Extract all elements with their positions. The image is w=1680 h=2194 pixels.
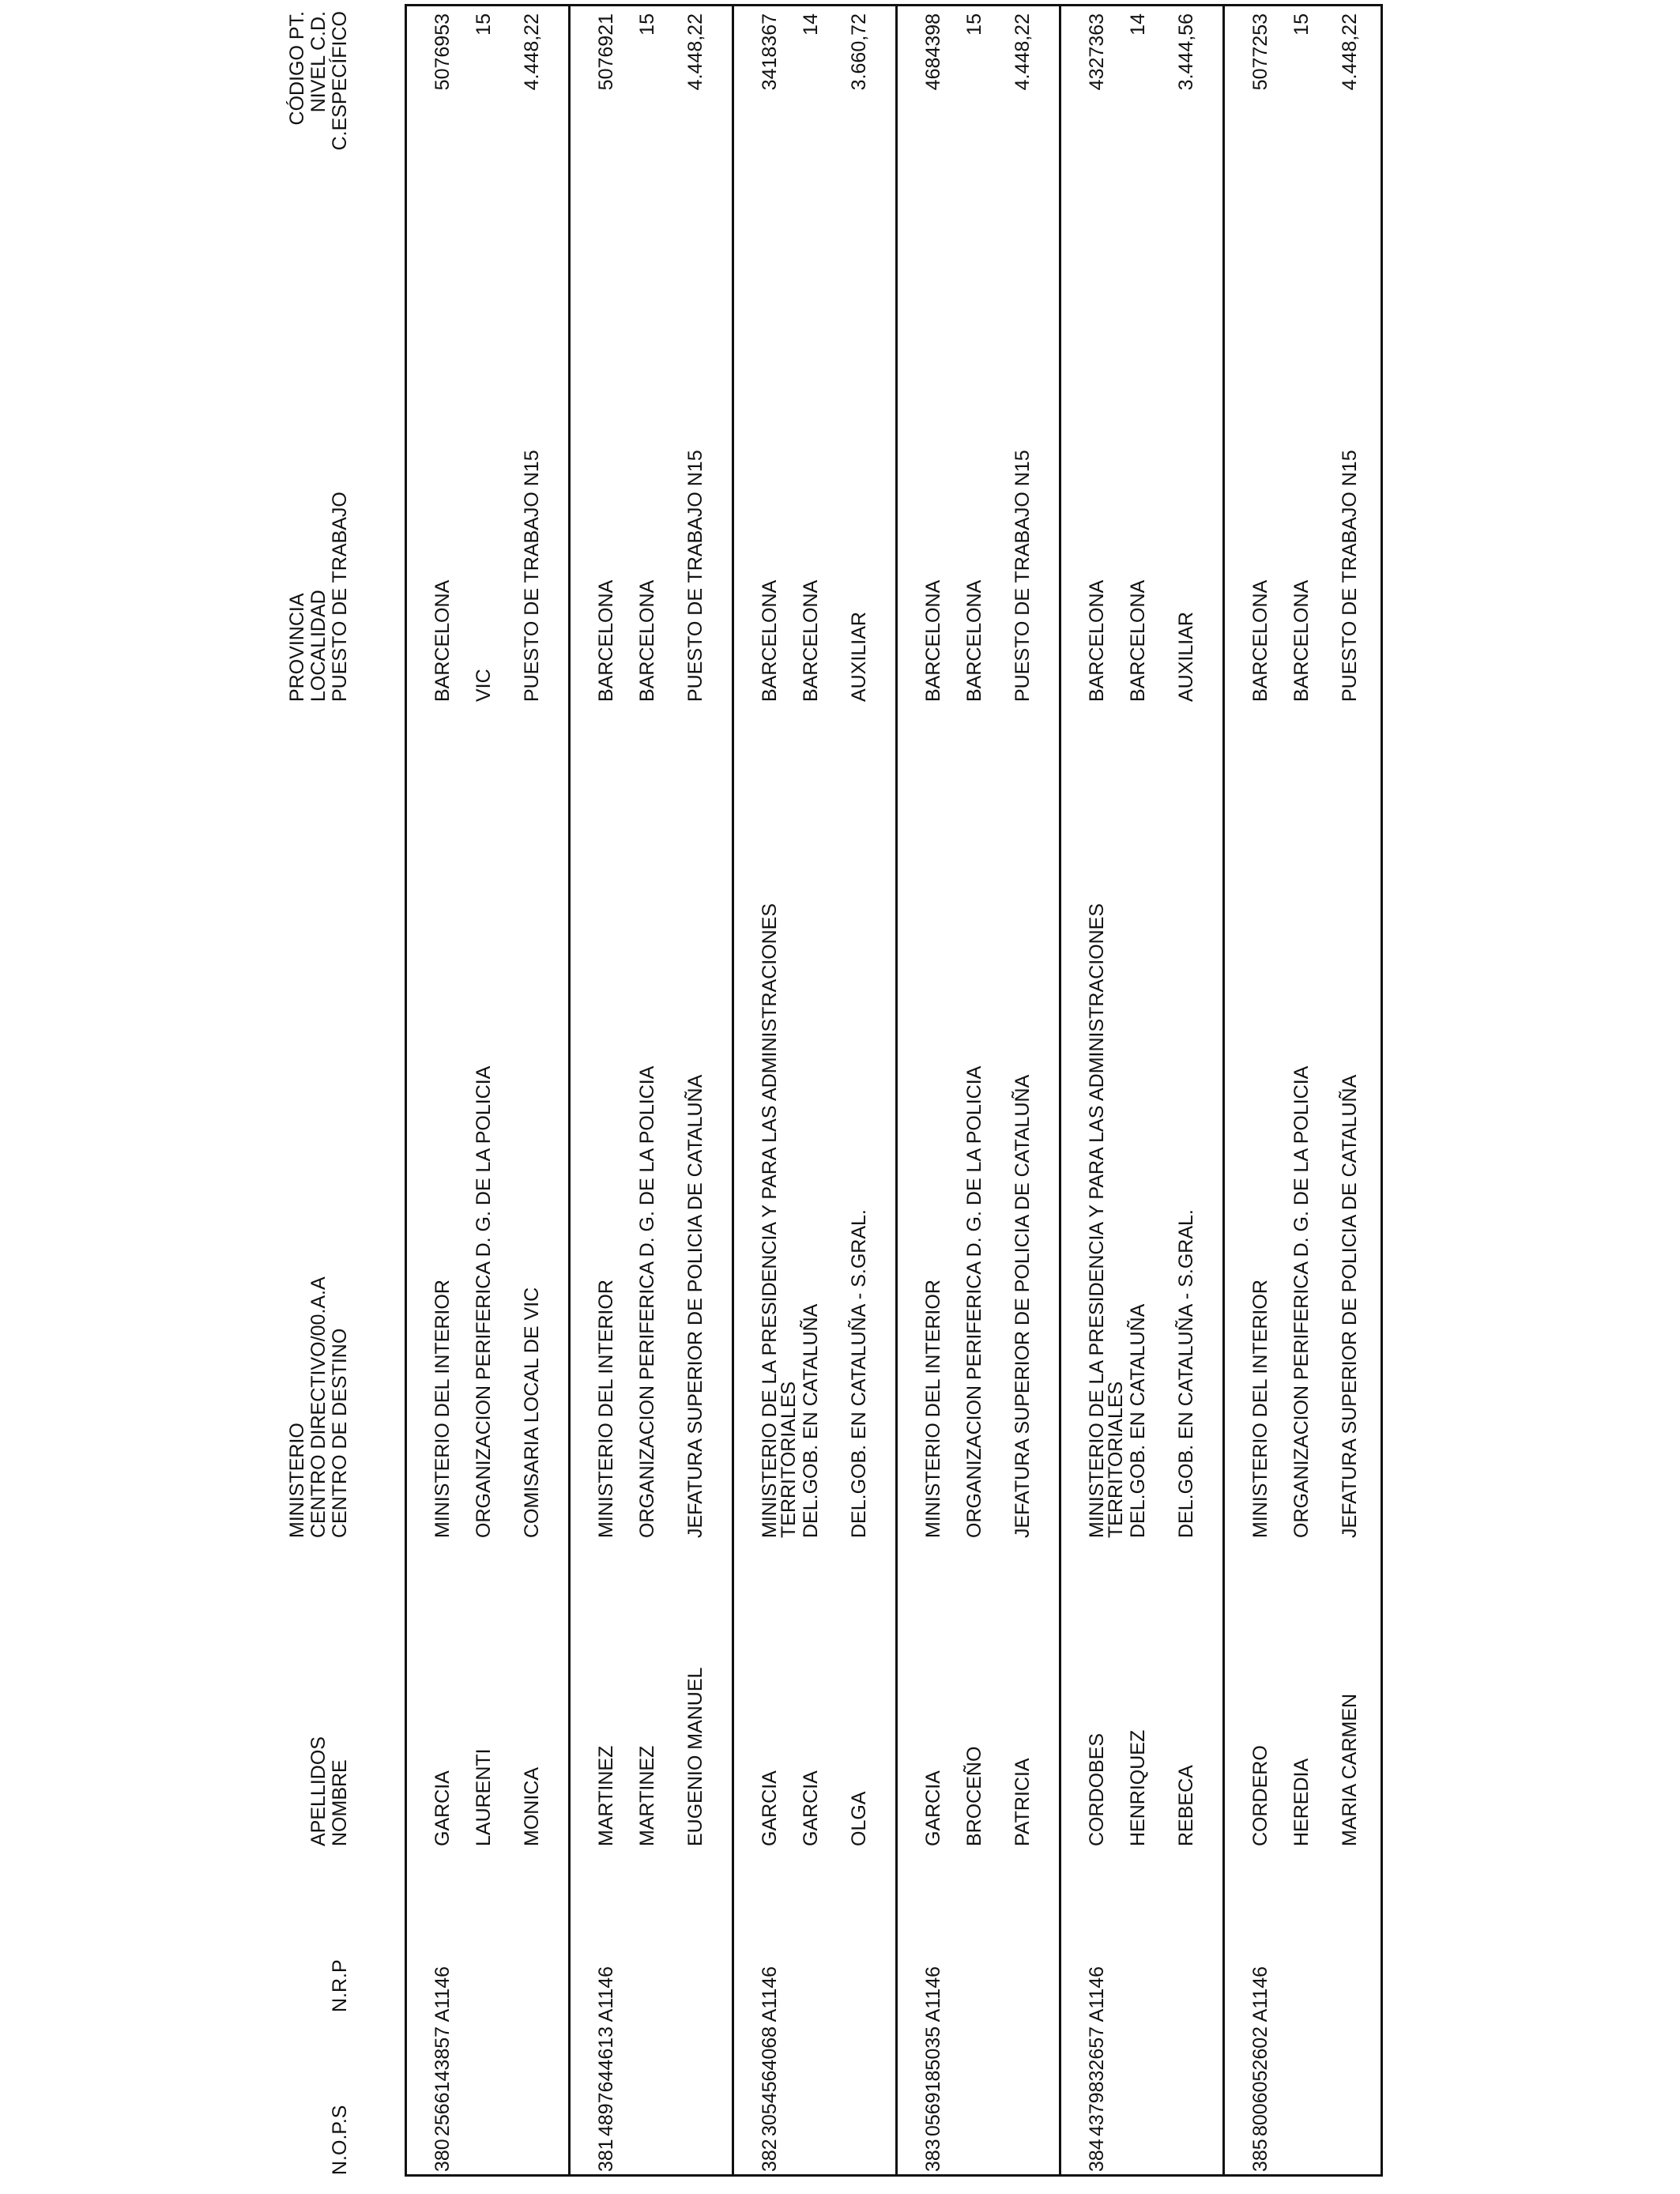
table-row <box>407 6 571 2174</box>
ministerio-cell: MINISTERIO DE LA PRESIDENCIA Y PARA LAS ADMINISTRACIONES <box>1086 903 1108 1538</box>
nombre-cell: PATRICIA <box>1011 1758 1034 1846</box>
centro-destino-cell: JEFATURA SUPERIOR DE POLICIA DE CATALUÑA <box>1011 1074 1034 1538</box>
header-provincia-label: PROVINCIA <box>286 593 308 702</box>
nivel-cell: 14 <box>1127 13 1149 36</box>
apellido2-cell: BROCEÑO <box>963 1746 985 1846</box>
provincia-cell: BARCELONA <box>431 579 454 702</box>
centro-directivo-cell: DEL.GOB. EN CATALUÑA <box>1127 1303 1149 1538</box>
provincia-cell: BARCELONA <box>595 579 617 702</box>
puesto-cell: PUESTO DE TRABAJO N15 <box>521 450 543 702</box>
codigo-cell: 4327363 <box>1086 13 1108 91</box>
centro-directivo-cell: ORGANIZACION PERIFERICA D. G. DE LA POLICIA <box>473 1065 495 1538</box>
apellido2-cell: GARCIA <box>800 1770 822 1846</box>
apellido1-cell: MARTINEZ <box>595 1745 617 1846</box>
codigo-cell: 5077253 <box>1249 13 1271 91</box>
centro-destino-cell: JEFATURA SUPERIOR DE POLICIA DE CATALUÑA <box>684 1074 706 1538</box>
table-row <box>898 6 1061 2174</box>
especifico-cell: 4.448,22 <box>1339 13 1361 91</box>
nivel-cell: 15 <box>473 13 495 36</box>
centro-directivo-cell: DEL.GOB. EN CATALUÑA <box>800 1303 822 1538</box>
header-nivel-label: NIVEL C.D. <box>307 11 330 113</box>
codigo-cell: 3418367 <box>759 13 781 91</box>
apellido1-cell: CORDERO <box>1249 1745 1271 1846</box>
header-localidad-label: LOCALIDAD <box>307 590 330 702</box>
codigo-cell: 4684398 <box>922 13 944 91</box>
apellido2-cell: HEREDIA <box>1290 1758 1313 1846</box>
header-ministerio-label: MINISTERIO <box>286 1423 308 1538</box>
localidad-cell: BARCELONA <box>963 579 985 702</box>
nombre-cell: EUGENIO MANUEL <box>684 1667 706 1846</box>
puesto-cell: PUESTO DE TRABAJO N15 <box>684 450 706 702</box>
header-apellidos-label: APELLIDOS <box>307 1736 330 1846</box>
nops-cell: 384 <box>1086 2139 1108 2172</box>
centro-destino-cell: JEFATURA SUPERIOR DE POLICIA DE CATALUÑA <box>1339 1074 1361 1538</box>
nrp-cell: 0569185035 A1146 <box>922 1966 944 2136</box>
header-centro-destino-label: CENTRO DE DESTINO <box>329 1328 351 1538</box>
provincia-cell: BARCELONA <box>1086 579 1108 702</box>
ministerio-cell: MINISTERIO DEL INTERIOR <box>595 1280 617 1538</box>
codigo-cell: 5076921 <box>595 13 617 91</box>
records-table <box>405 4 1383 2177</box>
codigo-cell: 5076953 <box>431 13 454 91</box>
localidad-cell: BARCELONA <box>1290 579 1313 702</box>
centro-directivo-cell: ORGANIZACION PERIFERICA D. G. DE LA POLICIA <box>963 1065 985 1538</box>
nrp-cell: 8006052602 A1146 <box>1249 1966 1271 2136</box>
header-nrp-label: N.R.P <box>329 1959 351 2012</box>
apellido1-cell: CORDOBES <box>1086 1732 1108 1846</box>
header-nops <box>288 2105 352 2175</box>
ministerio-cell: MINISTERIO DEL INTERIOR <box>922 1280 944 1538</box>
nops-cell: 380 <box>431 2139 454 2172</box>
nops-cell: 385 <box>1249 2139 1271 2172</box>
table-row <box>1225 6 1388 2174</box>
nrp-cell: 4379832657 A1146 <box>1086 1966 1108 2136</box>
ministerio-cell-line2: TERRITORIALES <box>778 1381 800 1538</box>
header-ministerio <box>288 1276 352 1538</box>
localidad-cell: VIC <box>473 669 495 702</box>
provincia-cell: BARCELONA <box>759 579 781 702</box>
nivel-cell: 14 <box>800 13 822 36</box>
nops-cell: 382 <box>759 2139 781 2172</box>
localidad-cell: BARCELONA <box>636 579 658 702</box>
centro-directivo-cell: ORGANIZACION PERIFERICA D. G. DE LA POLICIA <box>636 1065 658 1538</box>
puesto-cell: AUXILIAR <box>848 612 870 702</box>
apellido2-cell: HENRIQUEZ <box>1127 1729 1149 1846</box>
centro-directivo-cell: ORGANIZACION PERIFERICA D. G. DE LA POLICIA <box>1290 1065 1313 1538</box>
nivel-cell: 15 <box>1290 13 1313 36</box>
especifico-cell: 4.448,22 <box>521 13 543 91</box>
especifico-cell: 4.448,22 <box>1011 13 1034 91</box>
table-row <box>571 6 734 2174</box>
ministerio-cell: MINISTERIO DEL INTERIOR <box>431 1280 454 1538</box>
header-apellidos <box>288 1736 352 1846</box>
localidad-cell: BARCELONA <box>800 579 822 702</box>
ministerio-cell: MINISTERIO DE LA PRESIDENCIA Y PARA LAS ADMINISTRACIONES <box>759 903 781 1538</box>
nrp-cell: 4897644613 A1146 <box>595 1966 617 2136</box>
header-nombre-label: NOMBRE <box>329 1759 351 1846</box>
header-provincia <box>288 492 352 702</box>
apellido1-cell: GARCIA <box>922 1770 944 1846</box>
localidad-cell: BARCELONA <box>1127 579 1149 702</box>
apellido1-cell: GARCIA <box>431 1770 454 1846</box>
provincia-cell: BARCELONA <box>1249 579 1271 702</box>
puesto-cell: PUESTO DE TRABAJO N15 <box>1011 450 1034 702</box>
nombre-cell: MONICA <box>521 1767 543 1846</box>
puesto-cell: AUXILIAR <box>1175 612 1197 702</box>
nrp-cell: 3054564068 A1146 <box>759 1966 781 2136</box>
centro-destino-cell: COMISARIA LOCAL DE VIC <box>521 1287 543 1538</box>
ministerio-cell-line2: TERRITORIALES <box>1105 1381 1127 1538</box>
header-nrp <box>288 1959 352 2012</box>
header-especifico-label: C.ESPECÍFICO <box>329 11 351 151</box>
nombre-cell: MARIA CARMEN <box>1339 1693 1361 1846</box>
apellido2-cell: LAURENTI <box>473 1748 495 1846</box>
centro-destino-cell: DEL.GOB. EN CATALUÑA - S.GRAL. <box>1175 1209 1197 1538</box>
especifico-cell: 4.448,22 <box>684 13 706 91</box>
provincia-cell: BARCELONA <box>922 579 944 702</box>
centro-destino-cell: DEL.GOB. EN CATALUÑA - S.GRAL. <box>848 1209 870 1538</box>
especifico-cell: 3.444,56 <box>1175 13 1197 91</box>
nops-cell: 383 <box>922 2139 944 2172</box>
ministerio-cell: MINISTERIO DEL INTERIOR <box>1249 1280 1271 1538</box>
apellido1-cell: GARCIA <box>759 1770 781 1846</box>
especifico-cell: 3.660,72 <box>848 13 870 91</box>
nombre-cell: OLGA <box>848 1791 870 1846</box>
header-codigo-label: CÓDIGO PT. <box>286 11 308 126</box>
table-row <box>1061 6 1225 2174</box>
nivel-cell: 15 <box>963 13 985 36</box>
table-row <box>734 6 898 2174</box>
header-codigo <box>288 11 352 187</box>
nrp-cell: 2566143857 A1146 <box>431 1966 454 2136</box>
header-puesto-label: PUESTO DE TRABAJO <box>329 492 351 702</box>
puesto-cell: PUESTO DE TRABAJO N15 <box>1339 450 1361 702</box>
apellido2-cell: MARTINEZ <box>636 1745 658 1846</box>
header-centro-directivo-label: CENTRO DIRECTIVO/00.A.A <box>307 1276 330 1538</box>
nombre-cell: REBECA <box>1175 1765 1197 1846</box>
header-nops-label: N.O.P.S <box>329 2105 351 2175</box>
nivel-cell: 15 <box>636 13 658 36</box>
nops-cell: 381 <box>595 2139 617 2172</box>
